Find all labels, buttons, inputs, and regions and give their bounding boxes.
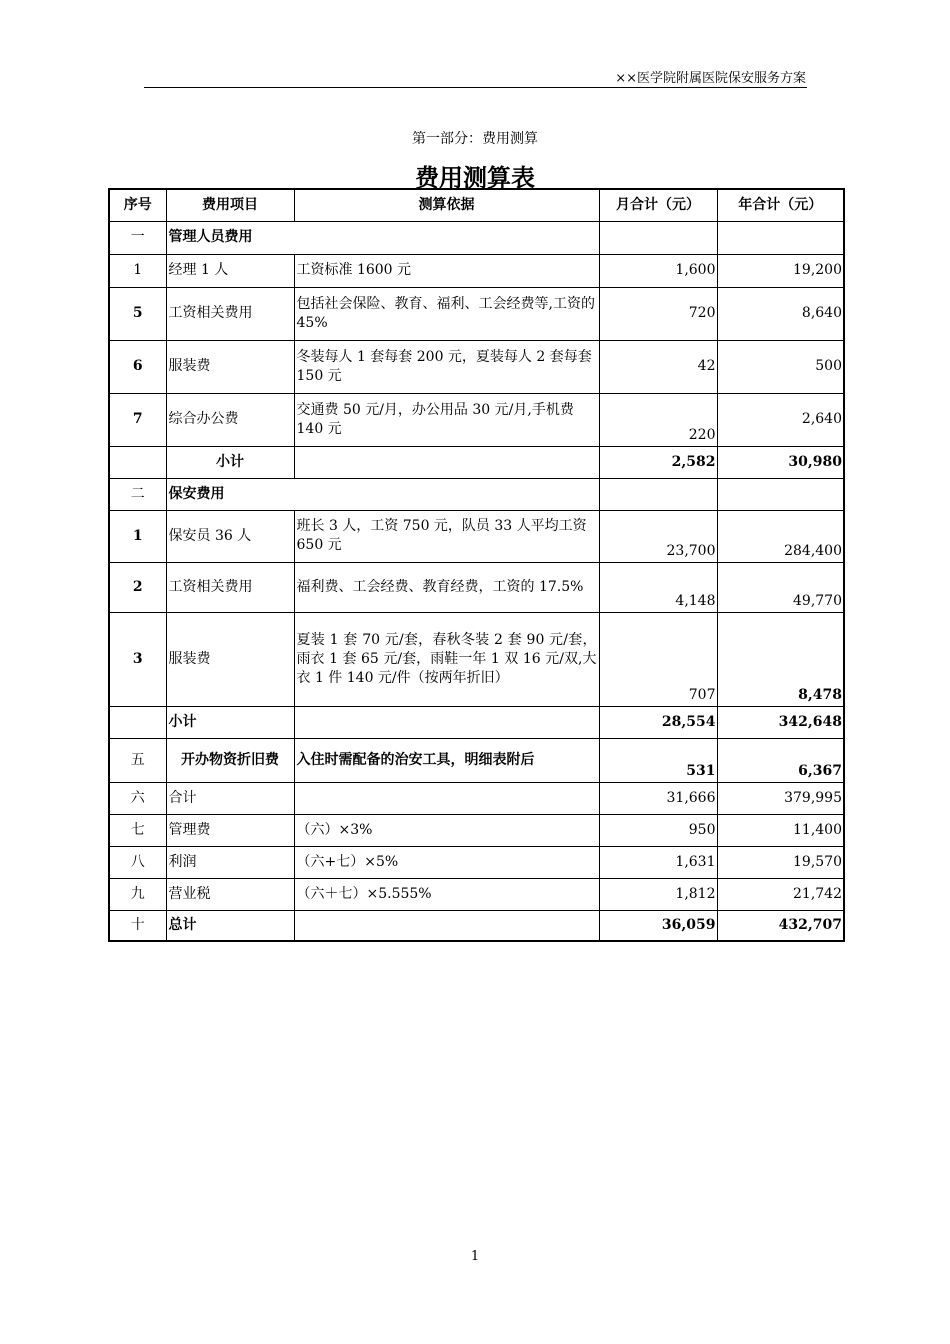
row-item: 利润 xyxy=(166,846,294,878)
row-month: 4,148 xyxy=(599,562,717,612)
row-item: 管理人员费用 xyxy=(166,221,599,254)
row-no: 5 xyxy=(109,287,166,340)
row-item: 服装费 xyxy=(166,340,294,393)
table-row xyxy=(109,340,844,393)
row-basis xyxy=(294,706,599,738)
table-header-row xyxy=(109,189,844,221)
row-item: 总计 xyxy=(166,910,294,941)
row-basis: 班长 3 人，工资 750 元，队员 33 人平均工资 650 元 xyxy=(294,510,599,562)
subtotal-row xyxy=(109,706,844,738)
row-month xyxy=(599,221,717,254)
row-basis: 交通费 50 元/月，办公用品 30 元/月,手机费 140 元 xyxy=(294,393,599,446)
row-year: 21,742 xyxy=(717,878,844,910)
table-row xyxy=(109,393,844,446)
row-month: 220 xyxy=(599,393,717,446)
row-year: 379,995 xyxy=(717,782,844,814)
row-no xyxy=(109,446,166,478)
row-month: 31,666 xyxy=(599,782,717,814)
row-year xyxy=(717,221,844,254)
row-year: 30,980 xyxy=(717,446,844,478)
document-header-title: ××医学院附属医院保安服务方案 xyxy=(615,71,806,86)
row-item: 营业税 xyxy=(166,878,294,910)
row-month: 42 xyxy=(599,340,717,393)
row-month: 1,812 xyxy=(599,878,717,910)
row-no xyxy=(109,706,166,738)
row-item: 小计 xyxy=(166,446,294,478)
subtotal-row xyxy=(109,446,844,478)
row-year: 432,707 xyxy=(717,910,844,941)
row-basis: （六+七）×5% xyxy=(294,846,599,878)
col-header-basis: 测算依据 xyxy=(294,189,599,221)
row-year: 19,200 xyxy=(717,254,844,287)
row-year: 8,640 xyxy=(717,287,844,340)
row-basis: 入住时需配备的治安工具，明细表附后 xyxy=(294,738,599,782)
col-header-year: 年合计（元） xyxy=(717,189,844,221)
row-no: 二 xyxy=(109,478,166,510)
row-year: 2,640 xyxy=(717,393,844,446)
row-year xyxy=(717,478,844,510)
row-no: 6 xyxy=(109,340,166,393)
row-year: 500 xyxy=(717,340,844,393)
table-row xyxy=(109,878,844,910)
total-row xyxy=(109,910,844,941)
row-year: 8,478 xyxy=(717,612,844,706)
row-basis: （六）×3% xyxy=(294,814,599,846)
row-year: 284,400 xyxy=(717,510,844,562)
row-basis: 冬装每人 1 套每套 200 元，夏装每人 2 套每套 150 元 xyxy=(294,340,599,393)
row-item: 工资相关费用 xyxy=(166,287,294,340)
row-month: 1,600 xyxy=(599,254,717,287)
row-no: 1 xyxy=(109,510,166,562)
row-year: 342,648 xyxy=(717,706,844,738)
table-row xyxy=(109,254,844,287)
table-row xyxy=(109,510,844,562)
row-month xyxy=(599,478,717,510)
table-row xyxy=(109,612,844,706)
row-item: 小计 xyxy=(166,706,294,738)
table-row xyxy=(109,814,844,846)
row-basis xyxy=(294,446,599,478)
row-no: 一 xyxy=(109,221,166,254)
table-row xyxy=(109,782,844,814)
row-month: 720 xyxy=(599,287,717,340)
page-number: 1 xyxy=(470,1249,480,1264)
table-title: 费用测算表 xyxy=(415,164,535,192)
row-no: 7 xyxy=(109,393,166,446)
table-row xyxy=(109,562,844,612)
row-year: 6,367 xyxy=(717,738,844,782)
row-no: 九 xyxy=(109,878,166,910)
header-rule xyxy=(144,87,807,88)
row-year: 49,770 xyxy=(717,562,844,612)
row-no: 八 xyxy=(109,846,166,878)
row-month: 28,554 xyxy=(599,706,717,738)
col-header-month: 月合计（元） xyxy=(599,189,717,221)
row-month: 2,582 xyxy=(599,446,717,478)
row-item: 管理费 xyxy=(166,814,294,846)
row-item: 开办物资折旧费 xyxy=(166,738,294,782)
row-no: 1 xyxy=(109,254,166,287)
row-month: 707 xyxy=(599,612,717,706)
table-row xyxy=(109,738,844,782)
row-month: 531 xyxy=(599,738,717,782)
row-month: 1,631 xyxy=(599,846,717,878)
section-title: 第一部分：费用测算 xyxy=(412,131,538,147)
row-year: 11,400 xyxy=(717,814,844,846)
row-item: 经理 1 人 xyxy=(166,254,294,287)
row-basis xyxy=(294,782,599,814)
row-basis xyxy=(294,910,599,941)
row-no: 七 xyxy=(109,814,166,846)
row-no: 十 xyxy=(109,910,166,941)
row-no: 3 xyxy=(109,612,166,706)
row-item: 保安费用 xyxy=(166,478,599,510)
row-no: 六 xyxy=(109,782,166,814)
row-no: 五 xyxy=(109,738,166,782)
row-item: 合计 xyxy=(166,782,294,814)
row-item: 工资相关费用 xyxy=(166,562,294,612)
table-row xyxy=(109,846,844,878)
row-month: 36,059 xyxy=(599,910,717,941)
row-basis: 包括社会保险、教育、福利、工会经费等,工资的 45% xyxy=(294,287,599,340)
table-row xyxy=(109,478,844,510)
row-basis: 福利费、工会经费、教育经费，工资的 17.5% xyxy=(294,562,599,612)
row-month: 950 xyxy=(599,814,717,846)
row-basis: （六＋七）×5.555% xyxy=(294,878,599,910)
row-month: 23,700 xyxy=(599,510,717,562)
row-no: 2 xyxy=(109,562,166,612)
col-header-no: 序号 xyxy=(109,189,166,221)
table-row xyxy=(109,221,844,254)
fee-table xyxy=(108,188,845,942)
row-item: 综合办公费 xyxy=(166,393,294,446)
table-row xyxy=(109,287,844,340)
row-item: 保安员 36 人 xyxy=(166,510,294,562)
row-year: 19,570 xyxy=(717,846,844,878)
row-item: 服装费 xyxy=(166,612,294,706)
col-header-item: 费用项目 xyxy=(166,189,294,221)
row-basis: 夏装 1 套 70 元/套，春秋冬装 2 套 90 元/套，雨衣 1 套 65 元/套，雨鞋一年 1 双 16 元/双,大衣 1 件 140 元/件（按两年折旧） xyxy=(294,612,599,706)
row-basis: 工资标准 1600 元 xyxy=(294,254,599,287)
